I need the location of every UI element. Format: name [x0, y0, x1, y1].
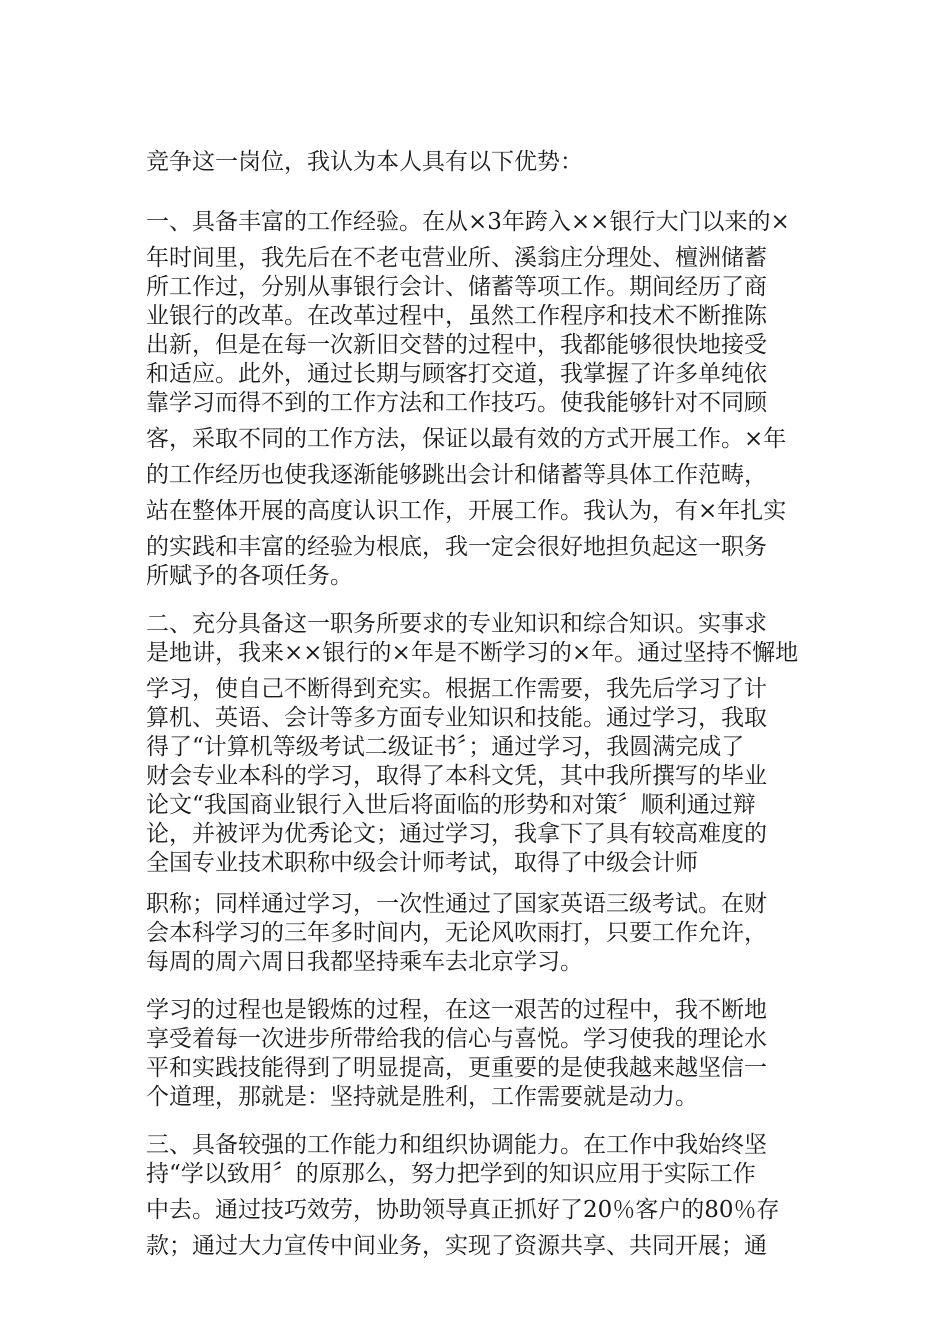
text-line: 学习，使自己不断得到充实。根据工作需要，我先后学习了计: [146, 676, 767, 702]
text-line: 个道理，那就是：坚持就是胜利，工作需要就是动力。: [146, 1084, 698, 1110]
text-line: 学习的过程也是锻炼的过程，在这一艰苦的过程中，我不断地: [146, 997, 767, 1023]
text-line: 三、具备较强的工作能力和组织协调能力。在工作中我始终坚: [146, 1132, 767, 1158]
text-line: 所赋予的各项任务。: [146, 563, 353, 589]
text-line: 一、具备丰富的工作经验。在从×3年跨入××银行大门以来的×: [146, 209, 790, 235]
text-line: 二、充分具备这一职务所要求的专业知识和综合知识。实事求: [146, 611, 767, 637]
text-line: 财会专业本科的学习，取得了本科文凭，其中我所撰写的毕业: [146, 763, 767, 789]
text-line: 全国专业技术职称中级会计师考试，取得了中级会计师: [146, 850, 698, 876]
text-line: 站在整体开展的高度认识工作，开展工作。我认为，有×年扎实: [146, 498, 787, 524]
text-line: 的实践和丰富的经验为根底，我一定会很好地担负起这一职务: [146, 534, 767, 560]
text-line: 每周的周六周日我都坚持乘车去北京学习。: [146, 949, 583, 975]
text-line: 年时间里，我先后在不老屯营业所、溪翁庄分理处、檀洲储蓄: [146, 245, 767, 271]
text-line: 得了“计算机等级考试二级证书〞；通过学习，我圆满完成了: [146, 734, 745, 760]
text-line: 是地讲，我来××银行的×年是不断学习的×年。通过坚持不懈地: [146, 640, 799, 666]
text-line: 竞争这一岗位，我认为本人具有以下优势：: [146, 149, 583, 175]
text-line: 平和实践技能得到了明显提高，更重要的是使我越来越坚信一: [146, 1055, 767, 1081]
text-line: 业银行的改革。在改革过程中，虽然工作程序和技术不断推陈: [146, 303, 767, 329]
text-line: 论文“我国商业银行入世后将面临的形势和对策〞顺利通过辩: [146, 792, 756, 818]
text-line: 靠学习而得不到的工作方法和工作技巧。使我能够针对不同顾: [146, 390, 767, 416]
text-line: 出新，但是在每一次新旧交替的过程中，我都能够很快地接受: [146, 332, 767, 358]
text-line: 所工作过，分别从事银行会计、储蓄等项工作。期间经历了商: [146, 274, 767, 300]
text-line: 客，采取不同的工作方法，保证以最有效的方式开展工作。×年: [146, 426, 787, 452]
text-line: 算机、英语、会计等多方面专业知识和技能。通过学习，我取: [146, 705, 767, 731]
text-line: 中去。通过技巧效劳，协助领导真正抓好了20％客户的80％存: [146, 1197, 780, 1223]
text-line: 职称；同样通过学习，一次性通过了国家英语三级考试。在财: [146, 891, 767, 917]
text-line: 的工作经历也使我逐渐能够跳出会计和储蓄等具体工作范畴，: [146, 462, 767, 488]
text-line: 款；通过大力宣传中间业务，实现了资源共享、共同开展；通: [146, 1233, 767, 1259]
text-line: 会本科学习的三年多时间内，无论风吹雨打，只要工作允许，: [146, 920, 767, 946]
text-line: 享受着每一次进步所带给我的信心与喜悦。学习使我的理论水: [146, 1026, 767, 1052]
text-line: 持“学以致用〞的原那么，努力把学到的知识应用于实际工作: [146, 1161, 756, 1187]
text-line: 和适应。此外，通过长期与顾客打交道，我掌握了许多单纯依: [146, 361, 767, 387]
text-line: 论，并被评为优秀论文；通过学习，我拿下了具有较高难度的: [146, 821, 767, 847]
